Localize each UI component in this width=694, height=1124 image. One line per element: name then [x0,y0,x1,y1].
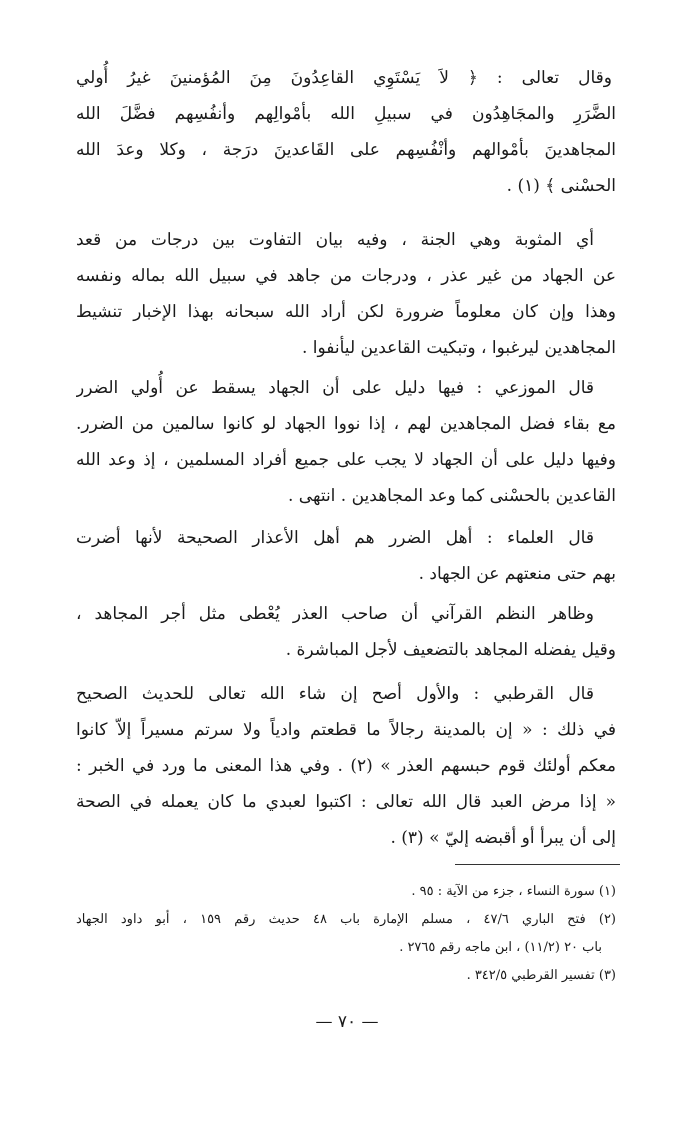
text-line: قال القرطبي : والأول أصح إن شاء الله تعالى للحديث الصحيح [76,684,594,704]
text-line: « إذا مرض العبد قال الله تعالى : اكتبوا لعبدي ما كان يعمله في الصحة [76,792,616,812]
text-line: في ذلك : « إن بالمدينة رجالاً ما قطعتم وادياً ولا سرتم مسيراً إلاّ كانوا [76,720,616,740]
text-line: المجاهدين ليرغبوا ، وتبكيت القاعدين ليأنفوا . [301,338,616,358]
text-line: الضَّرَرِ والمجَاهِدُون في سبيلِ الله بأمْوالِهم وأنفُسِهم فضَّلَ الله [76,104,616,124]
footnote-2: (٢) فتح الباري ٤٧/٦ ، مسلم الإمارة باب ٤٨ حديث رقم ١٥٩ ، أبو داود الجهاد [76,912,616,927]
text-line: بهم حتى منعتهم عن الجهاد . [418,564,616,584]
text-line: وظاهر النظم القرآني أن صاحب العذر يُعْطى مثل أجر المجاهد ، [76,604,594,624]
footnote-3: (٣) تفسير القرطبي ٣٤٢/٥ . [466,968,616,983]
paragraph-mawzai [76,370,616,514]
paragraph-explanation [76,222,616,366]
text-line: قال الموزعي : فيها دليل على أن الجهاد يسقط عن أُولي الضرر [76,378,594,398]
text-line: معكم أولئك قوم حبسهم العذر » (٢) . وفي هذا المعنى ما ورد في الخبر : [76,756,616,776]
text-line: إلى أن يبرأ أو أقبضه إليّ » (٣) . [390,828,616,848]
footnote-separator [455,864,620,865]
paragraph-qurtubi [76,676,616,856]
footnote-2-continued: باب ٢٠ (١١/٢) ، ابن ماجه رقم ٢٧٦٥ . [399,940,602,955]
paragraph-quran-verse [76,60,616,204]
text-line: القاعدين بالحسْنى كما وعد المجاهدين . انتهى . [288,486,616,506]
footnote-1: (١) سورة النساء ، جزء من الآية : ٩٥ . [411,884,616,899]
text-line: قال العلماء : أهل الضرر هم أهل الأعذار الصحيحة لأنها أضرت [76,528,594,548]
text-line: وقال تعالى : ﴿ لاَ يَسْتَوِي القاعِدُونَ مِنَ المُؤمنينَ غيرُ أُولي [76,68,612,88]
paragraph-quranic-style [76,596,616,668]
text-line: وهذا وإن كان معلوماً ضرورة لكن أراد الله سبحانه بهذا الإخبار تنشيط [76,302,616,322]
text-line: وفيها دليل على أن الجهاد لا يجب على جميع أفراد المسلمين ، إذ وعد الله [76,450,616,470]
text-line: المجاهدينَ بأمْوالهم وأنْفُسِهم على القَاعدينَ درَجة ، وكلا وعدَ الله [76,140,616,160]
text-line: مع بقاء فضل المجاهدين لهم ، إذا نووا الجهاد لو كانوا سالمين من الضرر. [76,414,616,434]
text-line: وقيل يفضله المجاهد بالتضعيف لأجل المباشرة . [285,640,616,660]
text-line: الحسْنى ﴾ (١) . [506,176,616,196]
text-line: أي المثوبة وهي الجنة ، وفيه بيان التفاوت بين درجات من قعد [76,230,594,250]
page-number: — ٧٠ — [315,1012,379,1032]
text-line: عن الجهاد من غير عذر ، ودرجات من جاهد في سبيل الله بماله ونفسه [76,266,616,286]
footnotes [76,878,616,990]
paragraph-ulama [76,520,616,592]
